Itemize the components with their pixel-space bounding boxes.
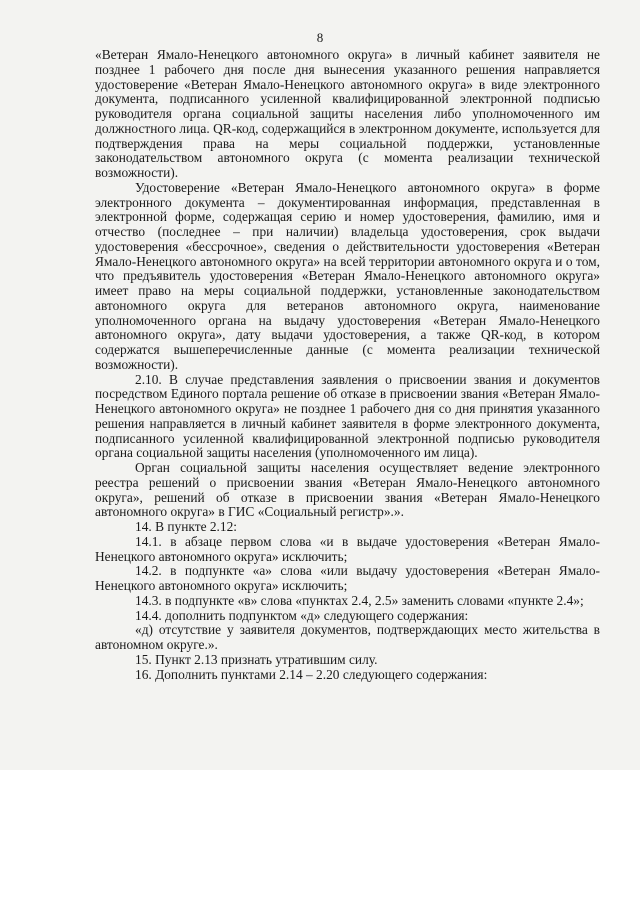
document-body xyxy=(95,48,600,682)
blank-area xyxy=(0,770,640,905)
paragraph-item-15: 15. Пункт 2.13 признать утратившим силу. xyxy=(135,651,378,667)
paragraph-item-14-1: 14.1. в абзаце первом слова «и в выдаче удостоверения «Ветеран Ямало-Ненецкого автономного округа» исключить; xyxy=(95,533,600,564)
paragraph-continuation: «Ветеран Ямало-Ненецкого автономного округа» в личный кабинет заявителя не позднее 1 рабочего дня после дня вынесения указанного решения направляется удостоверение «Ветеран Ямало-Ненецкого автономного округа» в виде электронного документа, подписанного усиленной квалифицированной электронной подписью руководителя органа социальной защиты населения либо уполномоченного им должностного лица. QR-код, содержащийся в электронном документе, используется для подтверждения права на меры социальной поддержки, установленные законодательством автономного округа (с момента реализации технической возможности). xyxy=(95,47,600,180)
paragraph-item-14-4: 14.4. дополнить подпунктом «д» следующего содержания: xyxy=(135,607,469,623)
paragraph-item-14-2: 14.2. в подпункте «а» слова «или выдачу удостоверения «Ветеран Ямало-Ненецкого автономного округа» исключить; xyxy=(95,563,600,593)
page-number: 8 xyxy=(316,30,324,45)
paragraph-item-14: 14. В пункте 2.12: xyxy=(135,519,238,534)
paragraph-item-16: 16. Дополнить пунктами 2.14 – 2.20 следующего содержания: xyxy=(135,666,488,682)
paragraph-certificate-definition: Удостоверение «Ветеран Ямало-Ненецкого автономного округа» в форме электронного документа – документированная информация, представленная в электронной форме, содержащая серию и номер удостоверения, фамилию, имя и отчество (последнее – при наличии) владельца удостоверения, срок выдачи удостоверения «бессрочное», сведения о действительности удостоверения «Ветеран Ямало-Ненецкого автономного округа» на всей территории автономного округа и о том, что предъявитель удостоверения «Ветеран Ямало-Ненецкого автономного округа» имеет право на меры социальной поддержки, установленные законодательством автономного округа для ветеранов автономного округа, наименование уполномоченного органа на выдачу удостоверения «Ветеран Ямало-Ненецкого автономного округа», дату выдачи удостоверения, а также QR-код, в котором содержатся вышеперечисленные данные (с момента реализации технической возможности). xyxy=(95,179,600,372)
paragraph-item-14-3: 14.3. в подпункте «в» слова «пунктах 2.4, 2.5» заменить словами «пункте 2.4»; xyxy=(135,592,584,608)
paragraph-subitem-d: «д) отсутствие у заявителя документов, подтверждающих место жительства в автономном округе.». xyxy=(95,622,600,652)
paragraph-registry: Орган социальной защиты населения осуществляет ведение электронного реестра решений о присвоении звания «Ветеран Ямало-Ненецкого автономного округа», решений об отказе в присвоении звания «Ветеран Ямало-Ненецкого автономного округа» в ГИС «Социальный регистр».». xyxy=(95,460,600,520)
paragraph-2-10: 2.10. В случае представления заявления о присвоении звания и документов посредством Единого портала решение об отказе в присвоении звания «Ветеран Ямало-Ненецкого автономного округа» не позднее 1 рабочего дня со дня принятия указанного решения направляется в личный кабинет заявителя в форме электронного документа, подписанного усиленной квалифицированной электронной подписью руководителя органа социальной защиты населения (уполномоченного им лица). xyxy=(95,371,600,461)
